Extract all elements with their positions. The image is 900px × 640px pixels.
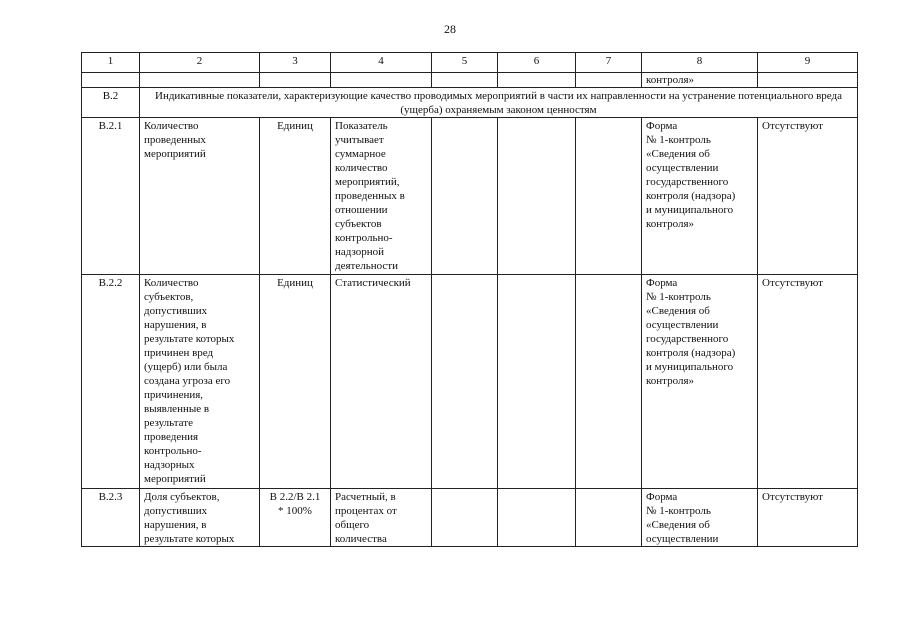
column-number: 6	[498, 53, 576, 73]
column-number-row	[82, 53, 858, 73]
indicator-note: Отсутствуют	[758, 489, 858, 547]
indicator-name: Количество проведенных мероприятий	[140, 118, 260, 275]
column-number: 5	[432, 53, 498, 73]
indicators-table	[81, 52, 858, 547]
section-code: B.2	[82, 88, 140, 118]
indicator-code: B.2.1	[82, 118, 140, 275]
column-number: 4	[331, 53, 432, 73]
section-row	[82, 88, 858, 118]
indicator-note: Отсутствуют	[758, 275, 858, 489]
column-number: 3	[260, 53, 331, 73]
indicator-note: Отсутствуют	[758, 118, 858, 275]
indicator-unit: B 2.2/B 2.1 * 100%	[260, 489, 331, 547]
column-number: 7	[576, 53, 642, 73]
indicator-method: Показатель учитывает суммарное количество мероприятий, проведенных в отношении субъектов контрольно- надзорной деятельности	[331, 118, 432, 275]
indicator-code: B.2.3	[82, 489, 140, 547]
indicator-source: Форма № 1-контроль «Сведения об осуществлении государственного контроля (надзора) и муниципального контроля»	[642, 118, 758, 275]
indicator-unit: Единиц	[260, 118, 331, 275]
indicator-source: Форма № 1-контроль «Сведения об осуществлении	[642, 489, 758, 547]
indicator-unit: Единиц	[260, 275, 331, 489]
page-number: 28	[444, 22, 456, 36]
indicator-source: Форма № 1-контроль «Сведения об осуществлении государственного контроля (надзора) и муниципального контроля»	[642, 275, 758, 489]
table-row	[82, 118, 858, 275]
section-title: Индикативные показатели, характеризующие качество проводимых мероприятий в части их направленности на устранение потенциального вреда (ущерба) охраняемым законом ценностям	[140, 88, 858, 118]
column-number: 1	[82, 53, 140, 73]
indicator-code: B.2.2	[82, 275, 140, 489]
continuation-row	[82, 73, 858, 88]
column-number: 8	[642, 53, 758, 73]
continuation-source-cell: контроля»	[642, 73, 758, 88]
indicator-method: Статистический	[331, 275, 432, 489]
column-number: 2	[140, 53, 260, 73]
indicator-method: Расчетный, в процентах от общего количества	[331, 489, 432, 547]
column-number: 9	[758, 53, 858, 73]
indicator-name: Доля субъектов, допустивших нарушения, в результате которых	[140, 489, 260, 547]
table-row	[82, 275, 858, 489]
indicator-name: Количество субъектов, допустивших нарушения, в результате которых причинен вред (ущерб) или была создана угроза его причинения, выявленные в результате проведения контрольно- надзорных мероприятий	[140, 275, 260, 489]
table-row	[82, 489, 858, 547]
